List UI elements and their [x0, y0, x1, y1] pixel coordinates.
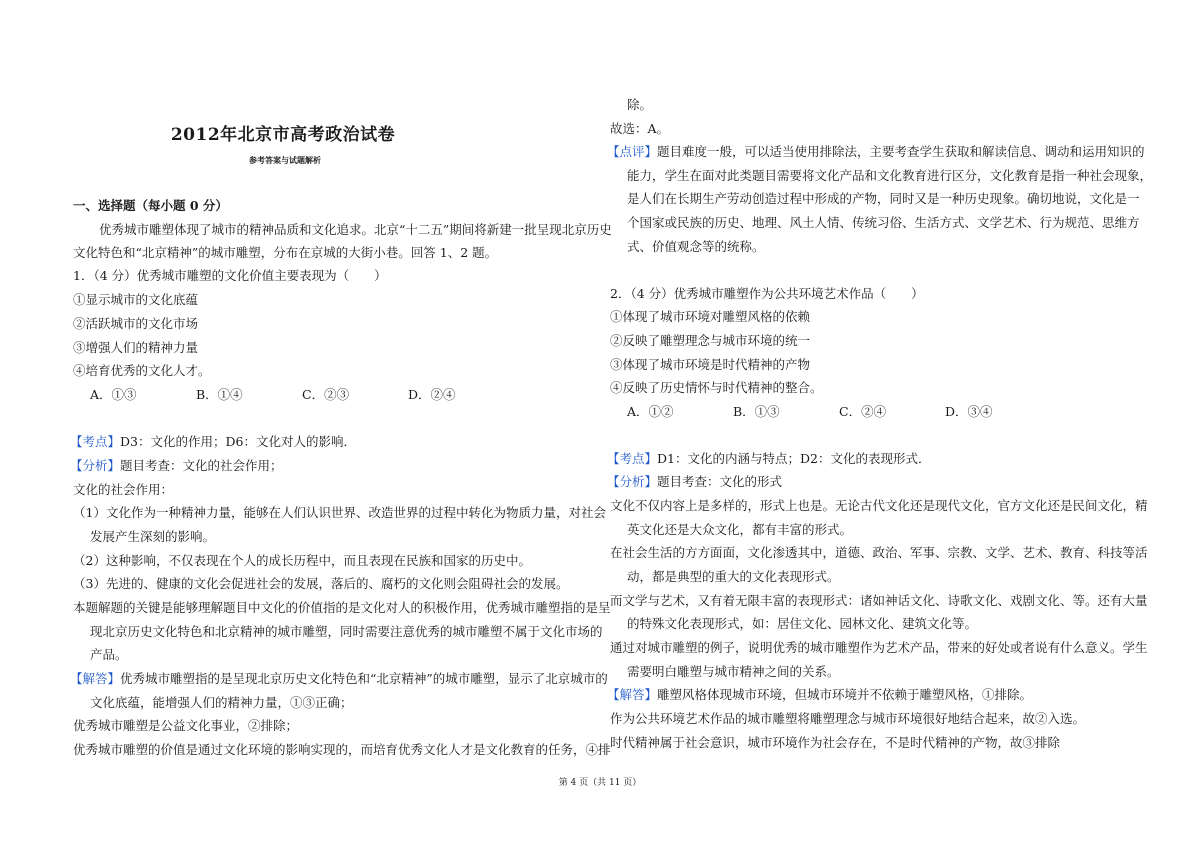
analysis-line: 现北京历史文化特色和北京精神的城市雕塑，同时需要注意优秀的城市雕塑不属于文化市场的	[90, 624, 603, 639]
q1-item: ②活跃城市的文化市场	[73, 316, 199, 331]
analysis-line: 文化不仅内容上是多样的，形式上也是。无论古代文化还是现代文化，官方文化还是民间文化，精	[610, 498, 1148, 513]
q2-item: ②反映了雕塑理念与城市环境的统一	[610, 333, 811, 348]
fenxi-text: 题目考查：文化的形式	[657, 474, 783, 489]
q2-item: ①体现了城市环境对雕塑风格的依赖	[610, 309, 811, 324]
q1-option-b: B．①④	[196, 387, 243, 402]
q1-item: ①显示城市的文化底蕴	[73, 292, 199, 307]
jieda-tag: 【解答】	[607, 687, 658, 702]
answer-choice: 故选：A。	[610, 121, 670, 136]
q1-kaodian	[70, 434, 356, 450]
q2-fenxi	[607, 474, 782, 490]
analysis-line: 通过对城市雕塑的例子，说明优秀的城市雕塑作为艺术产品，带来的好处或者说有什么意义。学生	[610, 640, 1148, 655]
analysis-line: 在社会生活的方方面面，文化渗透其中，道德、政治、军事、宗教、文学、艺术、教育、科技等活	[610, 545, 1148, 560]
answer-line: 除。	[627, 97, 653, 112]
jieda-text: 雕塑风格体现城市环境，但城市环境并不依赖于雕塑风格，①排除。	[657, 687, 1033, 702]
q1-item: ④培育优秀的文化人才。	[73, 363, 211, 378]
dianping-tag: 【点评】	[607, 144, 658, 159]
q2-jieda	[607, 687, 1032, 703]
analysis-line: 而文学与艺术，又有着无限丰富的表现形式：诸如神话文化、诗歌文化、戏剧文化、等。还有大量	[610, 593, 1148, 608]
answer-line: 优秀城市雕塑是公益文化事业，②排除；	[73, 718, 299, 733]
intro-line: 优秀城市雕塑体现了城市的精神品质和文化追求。北京“十二五”期间将新建一批呈现北京历史	[99, 222, 612, 237]
dianping-text: 题目难度一般，可以适当使用排除法，主要考查学生获取和解读信息、调动和运用知识的	[657, 144, 1145, 159]
fenxi-tag: 【分析】	[70, 458, 121, 473]
q2-option-d: D．③④	[945, 404, 993, 419]
q1-dianping	[607, 144, 1145, 160]
answer-line: 作为公共环境艺术作品的城市雕塑将雕塑理念与城市环境很好地结合起来，故②入选。	[610, 711, 1086, 726]
q1-option-a: A．①③	[90, 387, 137, 402]
jieda-text: 优秀城市雕塑指的是呈现北京历史文化特色和“北京精神”的城市雕塑，显示了北京城市的	[120, 671, 608, 686]
analysis-line: （1）文化作为一种精神力量，能够在人们认识世界、改造世界的过程中转化为物质力量，对社会	[73, 505, 606, 520]
analysis-line: 英文化还是大众文化，都有丰富的形式。	[627, 522, 853, 537]
analysis-line: 发展产生深刻的影响。	[90, 529, 216, 544]
q2-option-b: B．①③	[733, 404, 780, 419]
comment-line: 能力，学生在面对此类题目需要将文化产品和文化教育进行区分，文化教育是指一种社会现象，	[627, 168, 1153, 183]
analysis-line: 文化的社会作用：	[73, 482, 174, 497]
answer-line: 时代精神属于社会意识，城市环境作为社会存在，不是时代精神的产物，故③排除	[610, 735, 1061, 750]
q1-item: ③增强人们的精神力量	[73, 340, 199, 355]
analysis-line: 本题解题的关键是能够理解题目中文化的价值指的是文化对人的积极作用，优秀城市雕塑指的是呈	[73, 600, 611, 615]
analysis-line: 动，都是典型的重大的文化表现形式。	[627, 569, 840, 584]
intro-line: 文化特色和“北京精神”的城市雕塑，分布在京城的大街小巷。回答 1、2 题。	[73, 245, 498, 260]
analysis-line: （2）这种影响，不仅表现在个人的成长历程中，而且表现在民族和国家的历史中。	[73, 553, 531, 568]
kaodian-tag: 【考点】	[70, 434, 121, 449]
q1-option-c: C．②③	[302, 387, 350, 402]
q2-item: ③体现了城市环境是时代精神的产物	[610, 357, 811, 372]
kaodian-text: D1：文化的内涵与特点；D2：文化的表现形式．	[657, 451, 931, 466]
comment-line: 个国家或民族的历史、地理、风土人情、传统习俗、生活方式、文学艺术、行为规范、思维方	[627, 215, 1140, 230]
question-2-stem: 2．（4 分）优秀城市雕塑作为公共环境艺术作品（ ）	[610, 286, 924, 301]
q2-item: ④反映了历史情怀与时代精神的整合。	[610, 380, 823, 395]
page-footer: 第 4 页（共 11 页）	[558, 778, 642, 788]
comment-line: 式、价值观念等的统称。	[627, 239, 765, 254]
fenxi-text: 题目考查：文化的社会作用；	[120, 458, 283, 473]
analysis-line: （3）先进的、健康的文化会促进社会的发展，落后的、腐朽的文化则会阻碍社会的发展。	[73, 576, 569, 591]
fenxi-tag: 【分析】	[607, 474, 658, 489]
q2-option-c: C．②④	[839, 404, 887, 419]
analysis-line: 的特殊文化表现形式，如：居住文化、园林文化、建筑文化等。	[627, 616, 978, 631]
q1-fenxi	[70, 458, 283, 474]
q2-kaodian	[607, 451, 930, 467]
kaodian-text: D3：文化的作用；D6：文化对人的影响．	[120, 434, 356, 449]
jieda-tag: 【解答】	[70, 671, 121, 686]
q2-option-a: A．①②	[627, 404, 674, 419]
analysis-line: 需要明白雕塑与城市精神之间的关系。	[627, 664, 840, 679]
question-1-stem: 1．（4 分）优秀城市雕塑的文化价值主要表现为（ ）	[73, 268, 387, 283]
paper-title: 2012年北京市高考政治试卷	[170, 125, 396, 145]
answer-line: 文化底蕴，能增强人们的精神力量，①③正确；	[90, 695, 353, 710]
q2-options	[627, 404, 1051, 420]
q1-jieda	[70, 671, 608, 687]
q1-option-d: D．②④	[408, 387, 456, 402]
comment-line: 是人们在长期生产劳动创造过程中形成的产物，同时又是一种历史现象。确切地说，文化是一	[627, 191, 1140, 206]
kaodian-tag: 【考点】	[607, 451, 658, 466]
section-heading: 一、选择题（每小题 0 分）	[73, 198, 228, 213]
answer-line: 优秀城市雕塑的价值是通过文化环境的影响实现的，而培育优秀文化人才是文化教育的任务，④排	[73, 742, 611, 757]
analysis-line: 产品。	[90, 647, 128, 662]
q1-options	[90, 387, 514, 403]
paper-subtitle: 参考答案与试题解析	[249, 155, 321, 165]
